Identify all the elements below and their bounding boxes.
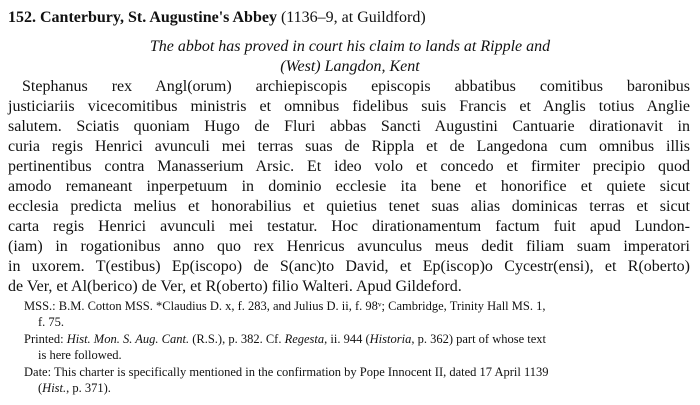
source-title: Regesta: [284, 332, 325, 346]
charter-text: [8, 77, 690, 297]
note-text: , p. 362) part of whose text: [411, 332, 547, 346]
text-line: in uxorem. T(estibus) Ep(iscopo) de S(anc)to David, et Ep(iscop)o Cycestr(ensi), et R(oberto): [8, 258, 690, 275]
charter-summary: [0, 37, 700, 77]
manuscripts-note: [24, 299, 694, 330]
source-title: Hist.: [42, 380, 67, 395]
note-text: (R.S.), p. 382. Cf.: [192, 332, 282, 346]
note-continuation: [24, 381, 694, 397]
note-continuation: is here followed.: [38, 347, 122, 362]
note-label: Printed:: [24, 332, 64, 346]
charter-date: (1136–9, at Guildford): [280, 9, 426, 26]
text-line: ecclesia predicta melius et honorabilius et quietius tenet suas alias dominicas terras et sicut: [8, 198, 690, 215]
summary-line: (West) Langdon, Kent: [280, 58, 420, 75]
note-text: , ii. 944 (: [324, 332, 370, 346]
text-line: pertinentibus contra Manasserium Arsic. Et ideo volo et concedo et firmiter precipio quod: [8, 158, 690, 175]
note-text: , p. 371).: [66, 380, 111, 395]
text-line: (iam) in rogationibus anno quo rex Henricus avunculus meus dedit filiam suam imperatori: [8, 238, 690, 255]
source-title: Historia: [369, 332, 412, 346]
charter-heading: [8, 8, 696, 28]
text-line: salutem. Sciatis quoniam Hugo de Fluri abbas Sancti Augustini Cantuarie dirationavit in: [8, 118, 690, 135]
note-text: (: [38, 380, 43, 395]
text-line: de Ver, et Al(berico) de Ver, et R(oberto) filio Walteri. Apud Gildeford.: [8, 278, 462, 295]
text-line: Stephanus rex Angl(orum) archiepiscopis episcopis abbatibus comitibus baronibus: [22, 78, 690, 95]
source-title: Hist. Mon. S. Aug. Cant.: [66, 332, 190, 346]
printed-note: [24, 332, 694, 363]
text-line: curia regis Henrici avunculi mei terras suas de Rippla et de Langedona cum omnibus illis: [8, 138, 690, 155]
text-line: carta regis Henrici avunculi mei testatur. Hoc dirationamentum factum fuit apud Lundon-: [8, 218, 690, 235]
text-line: amodo remaneant inperpetuum in dominio ecclesie ita bene et honorifice et quiete sicut: [8, 178, 690, 195]
charter-place: Canterbury, St. Augustine's Abbey: [40, 9, 277, 26]
note-text: B.M. Cotton MSS. *Claudius D. x, f. 283, and Julius D. ii, f. 98ᵛ; Cambridge, Trinity Hall MS. 1,: [58, 299, 546, 313]
note-continuation: f. 75.: [38, 314, 65, 329]
charter-number: 152.: [8, 9, 36, 26]
note-text: This charter is specifically mentioned in the confirmation by Pope Innocent II, dated 17 April 1139: [53, 365, 549, 379]
apparatus-notes: [24, 299, 694, 398]
date-note: [24, 365, 694, 396]
summary-line: The abbot has proved in court his claim to lands at Ripple and: [149, 38, 551, 55]
text-line: justiciariis vicecomitibus ministris et omnibus fidelibus suis Francis et Anglis totius Anglie: [8, 98, 690, 115]
note-label: Date:: [24, 365, 52, 379]
note-label: MSS.:: [24, 299, 56, 313]
